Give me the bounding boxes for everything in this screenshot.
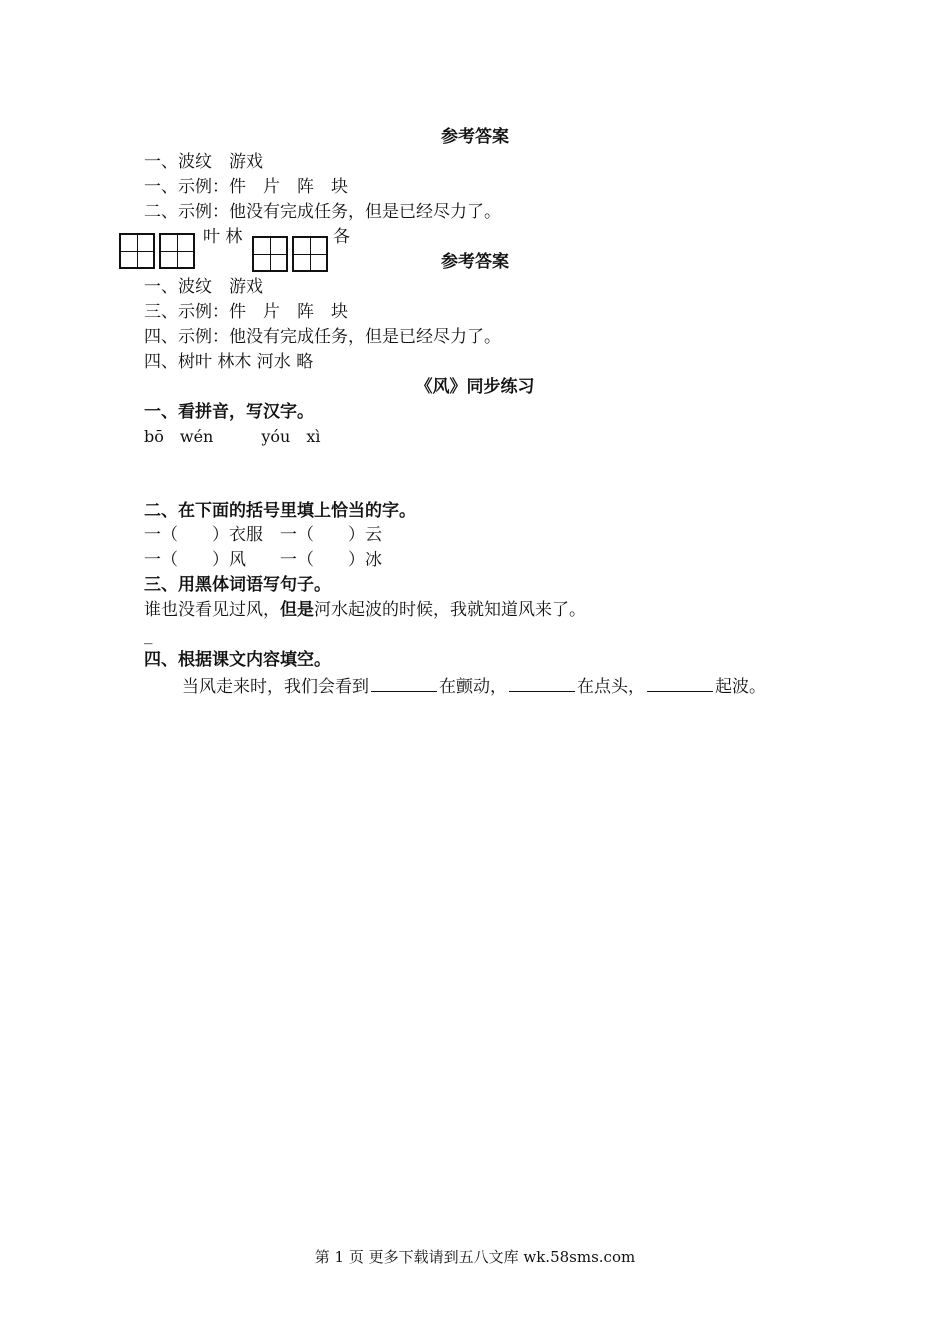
sentence-part: 谁也没看见过风， — [144, 600, 280, 620]
blank — [371, 674, 437, 692]
question-4-title: 四、根据课文内容填空。 — [144, 650, 331, 670]
answer-line: 一、波纹 游戏 — [144, 152, 263, 172]
answer-line: 三、示例：件 片 阵 块 — [144, 302, 348, 322]
bold-keyword: 但是 — [280, 600, 314, 620]
answer-line: 四、树叶 林木 河水 略 — [144, 352, 314, 372]
sentence-part: 起波。 — [715, 677, 766, 697]
answer-line-fragment: 各 — [333, 227, 350, 247]
question-3-title: 三、用黑体词语写句子。 — [144, 575, 331, 595]
answer-line: 一、示例：件 片 阵 块 — [144, 177, 348, 197]
pinyin-line: bō wén yóu xì — [144, 427, 321, 446]
answer-line-fragment: 叶 林 — [203, 227, 243, 247]
blank — [509, 674, 575, 692]
sentence-part: 河水起波的时候，我就知道风来了。 — [314, 600, 586, 620]
example-sentence — [144, 599, 586, 621]
question-1-title: 一、看拼音，写汉字。 — [144, 402, 314, 422]
answer-blank-line: _ — [144, 625, 153, 645]
answer-line: 二、示例：他没有完成任务，但是已经尽力了。 — [144, 202, 501, 222]
fill-line: 一（ ）衣服 一（ ）云 — [144, 525, 382, 545]
answer-line: 四、示例：他没有完成任务，但是已经尽力了。 — [144, 327, 501, 347]
answer-line: 一、波纹 游戏 — [144, 277, 263, 297]
answers-title-1: 参考答案 — [441, 127, 509, 147]
sentence-part: 当风走来时，我们会看到 — [182, 677, 369, 697]
sentence-part: 在点头， — [577, 677, 645, 697]
blank — [647, 674, 713, 692]
sentence-part: 在颤动， — [439, 677, 507, 697]
question-2-title: 二、在下面的括号里填上恰当的字。 — [144, 501, 416, 521]
exercise-title: 《风》同步练习 — [415, 377, 535, 397]
page-footer: 第 1 页 更多下载请到五八文库 wk.58sms.com — [314, 1248, 636, 1266]
fill-line: 一（ ）风 一（ ）冰 — [144, 550, 382, 570]
answers-title-2: 参考答案 — [441, 252, 509, 272]
fill-in-sentence — [182, 674, 766, 698]
